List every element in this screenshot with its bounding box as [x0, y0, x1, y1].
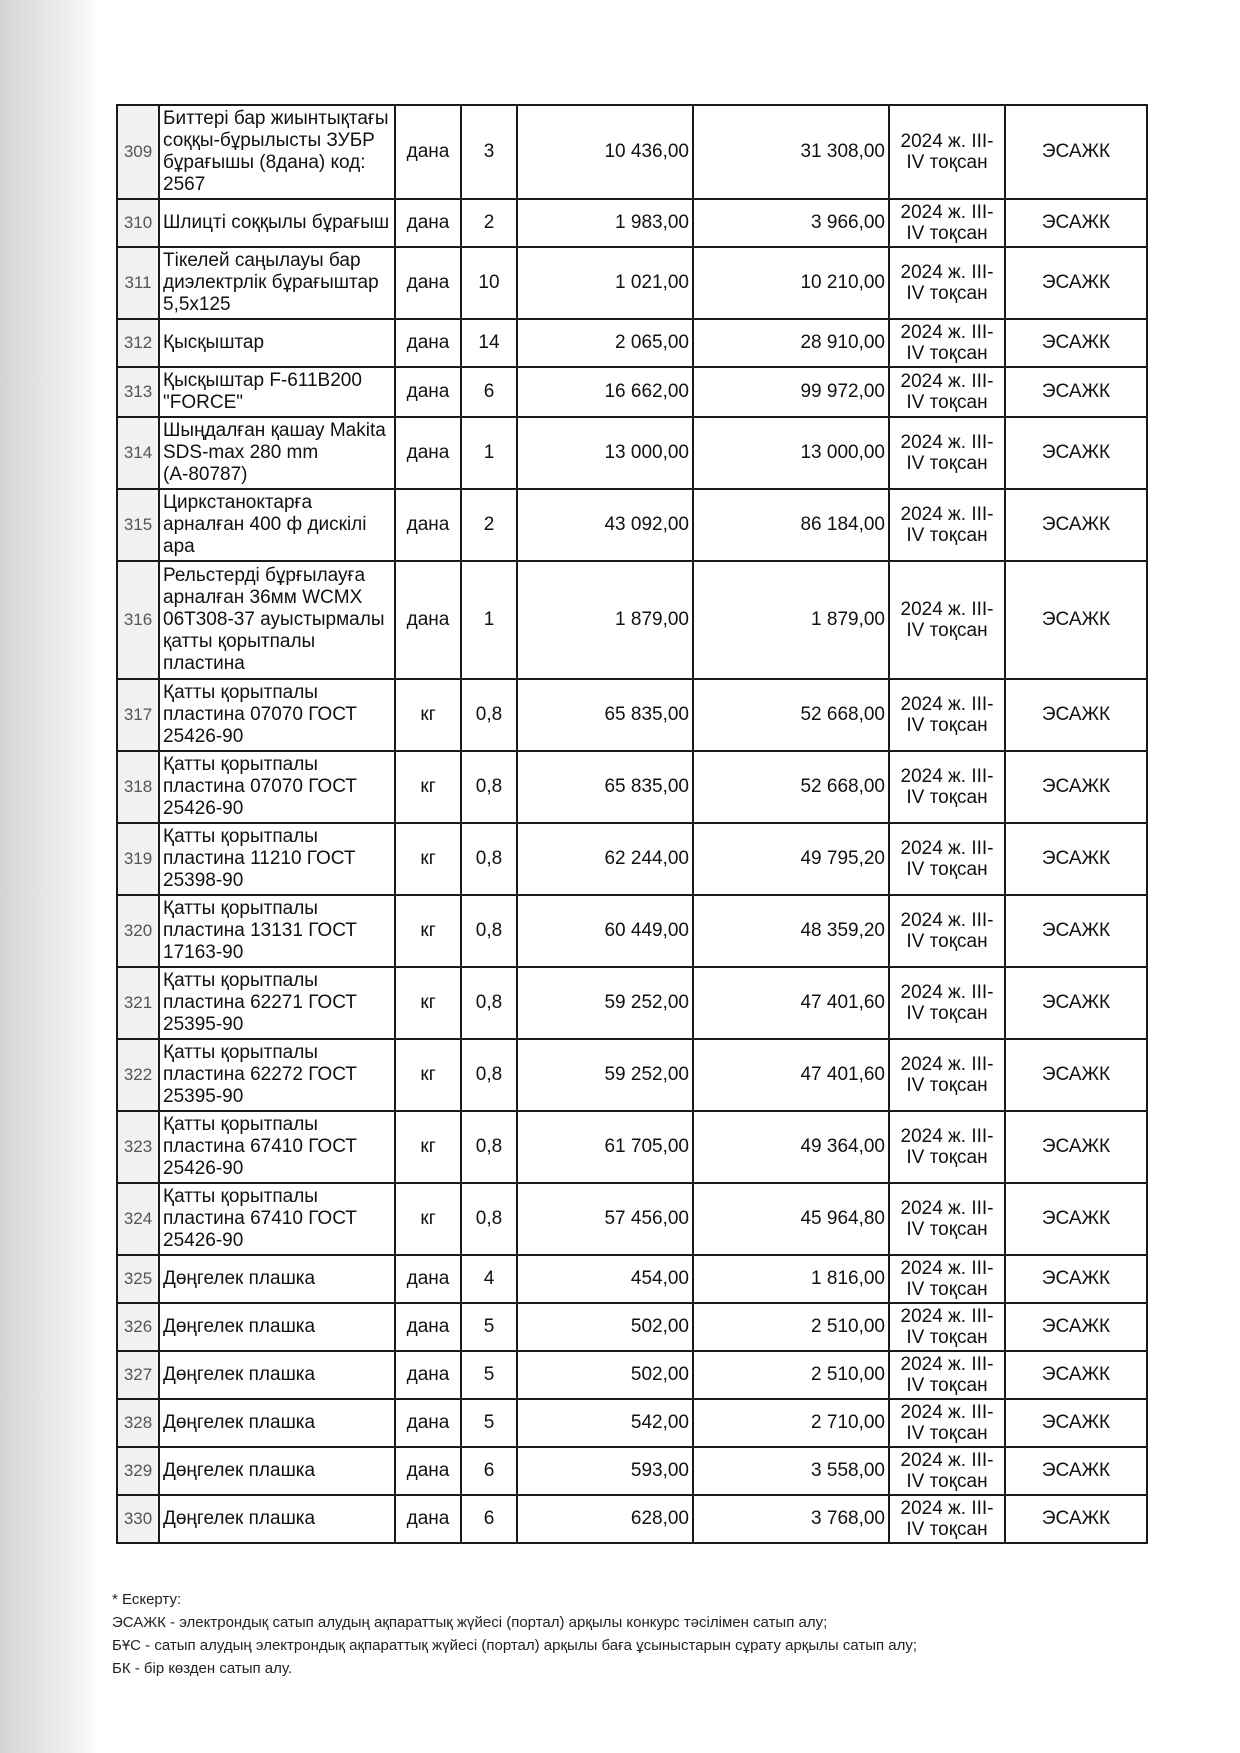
- total-amount-cell: 3 768,00: [693, 1495, 889, 1543]
- row-number: 320: [117, 895, 159, 967]
- unit-price-cell: 60 449,00: [517, 895, 693, 967]
- row-number: 321: [117, 967, 159, 1039]
- row-number: 327: [117, 1351, 159, 1399]
- quantity-cell: 0,8: [461, 823, 517, 895]
- delivery-term-cell: 2024 ж. III-IV тоқсан: [889, 1303, 1005, 1351]
- quantity-cell: 2: [461, 489, 517, 561]
- procurement-method-cell: ЭСАЖК: [1005, 751, 1147, 823]
- delivery-term-cell: 2024 ж. III-IV тоқсан: [889, 679, 1005, 751]
- table-row: [117, 1183, 1147, 1255]
- procurement-method-cell: ЭСАЖК: [1005, 1111, 1147, 1183]
- unit-cell: кг: [395, 679, 461, 751]
- item-name: Тікелей саңылауы бар диэлектрлік бұрағыштар 5,5х125: [159, 247, 395, 319]
- item-name: Шлицті соққылы бұрағыш: [159, 199, 395, 247]
- row-number: 323: [117, 1111, 159, 1183]
- table-row: [117, 895, 1147, 967]
- quantity-cell: 0,8: [461, 679, 517, 751]
- total-amount-cell: 48 359,20: [693, 895, 889, 967]
- total-amount-cell: 31 308,00: [693, 105, 889, 199]
- delivery-term-cell: 2024 ж. III-IV тоқсан: [889, 105, 1005, 199]
- item-name: Қатты қорытпалы пластина 62272 ГОСТ 25395-90: [159, 1039, 395, 1111]
- footnote-title: * Ескерту:: [112, 1591, 182, 1608]
- item-name: Қатты қорытпалы пластина 07070 ГОСТ 25426-90: [159, 679, 395, 751]
- total-amount-cell: 52 668,00: [693, 751, 889, 823]
- unit-price-cell: 62 244,00: [517, 823, 693, 895]
- total-amount-cell: 10 210,00: [693, 247, 889, 319]
- delivery-term-cell: 2024 ж. III-IV тоқсан: [889, 417, 1005, 489]
- unit-price-cell: 2 065,00: [517, 319, 693, 367]
- procurement-method-cell: ЭСАЖК: [1005, 417, 1147, 489]
- quantity-cell: 6: [461, 1447, 517, 1495]
- unit-cell: дана: [395, 199, 461, 247]
- table-row: [117, 417, 1147, 489]
- total-amount-cell: 28 910,00: [693, 319, 889, 367]
- delivery-term-cell: 2024 ж. III-IV тоқсан: [889, 1039, 1005, 1111]
- item-name: Қысқыштар: [159, 319, 395, 367]
- procurement-method-cell: ЭСАЖК: [1005, 1495, 1147, 1543]
- total-amount-cell: 2 510,00: [693, 1351, 889, 1399]
- delivery-term-cell: 2024 ж. III-IV тоқсан: [889, 1399, 1005, 1447]
- unit-price-cell: 13 000,00: [517, 417, 693, 489]
- unit-cell: кг: [395, 1039, 461, 1111]
- item-name: Қатты қорытпалы пластина 07070 ГОСТ 25426-90: [159, 751, 395, 823]
- quantity-cell: 6: [461, 367, 517, 417]
- row-number: 316: [117, 561, 159, 679]
- table-body: [117, 105, 1147, 1543]
- unit-price-cell: 57 456,00: [517, 1183, 693, 1255]
- table-row: [117, 247, 1147, 319]
- procurement-method-cell: ЭСАЖК: [1005, 105, 1147, 199]
- unit-cell: дана: [395, 247, 461, 319]
- procurement-method-cell: ЭСАЖК: [1005, 1447, 1147, 1495]
- quantity-cell: 0,8: [461, 967, 517, 1039]
- row-number: 311: [117, 247, 159, 319]
- unit-price-cell: 502,00: [517, 1351, 693, 1399]
- row-number: 319: [117, 823, 159, 895]
- unit-price-cell: 65 835,00: [517, 679, 693, 751]
- item-name: Дөңгелек плашка: [159, 1399, 395, 1447]
- quantity-cell: 1: [461, 561, 517, 679]
- row-number: 314: [117, 417, 159, 489]
- unit-price-cell: 16 662,00: [517, 367, 693, 417]
- scan-shadow: [0, 0, 96, 1753]
- quantity-cell: 0,8: [461, 751, 517, 823]
- unit-price-cell: 628,00: [517, 1495, 693, 1543]
- procurement-method-cell: ЭСАЖК: [1005, 489, 1147, 561]
- row-number: 326: [117, 1303, 159, 1351]
- quantity-cell: 10: [461, 247, 517, 319]
- item-name: Қатты қорытпалы пластина 67410 ГОСТ 25426-90: [159, 1111, 395, 1183]
- row-number: 317: [117, 679, 159, 751]
- total-amount-cell: 45 964,80: [693, 1183, 889, 1255]
- total-amount-cell: 1 816,00: [693, 1255, 889, 1303]
- total-amount-cell: 86 184,00: [693, 489, 889, 561]
- delivery-term-cell: 2024 ж. III-IV тоқсан: [889, 1447, 1005, 1495]
- row-number: 329: [117, 1447, 159, 1495]
- delivery-term-cell: 2024 ж. III-IV тоқсан: [889, 823, 1005, 895]
- table-row: [117, 1447, 1147, 1495]
- procurement-method-cell: ЭСАЖК: [1005, 561, 1147, 679]
- delivery-term-cell: 2024 ж. III-IV тоқсан: [889, 1351, 1005, 1399]
- delivery-term-cell: 2024 ж. III-IV тоқсан: [889, 1111, 1005, 1183]
- table-row: [117, 367, 1147, 417]
- delivery-term-cell: 2024 ж. III-IV тоқсан: [889, 1255, 1005, 1303]
- unit-price-cell: 59 252,00: [517, 967, 693, 1039]
- total-amount-cell: 49 364,00: [693, 1111, 889, 1183]
- unit-cell: кг: [395, 751, 461, 823]
- delivery-term-cell: 2024 ж. III-IV тоқсан: [889, 967, 1005, 1039]
- item-name: Биттері бар жиынтықтағы соққы-бұрылысты ЗУБР бұрағышы (8дана) код: 2567: [159, 105, 395, 199]
- unit-price-cell: 1 983,00: [517, 199, 693, 247]
- unit-price-cell: 502,00: [517, 1303, 693, 1351]
- item-name: Рельстерді бұрғылауға арналған 36мм WCMX 06T308-37 ауыстырмалы қатты қорытпалы пластина: [159, 561, 395, 679]
- table-row: [117, 489, 1147, 561]
- procurement-method-cell: ЭСАЖК: [1005, 823, 1147, 895]
- procurement-method-cell: ЭСАЖК: [1005, 1399, 1147, 1447]
- quantity-cell: 0,8: [461, 1039, 517, 1111]
- row-number: 315: [117, 489, 159, 561]
- delivery-term-cell: 2024 ж. III-IV тоқсан: [889, 561, 1005, 679]
- unit-cell: кг: [395, 895, 461, 967]
- table-row: [117, 823, 1147, 895]
- unit-price-cell: 59 252,00: [517, 1039, 693, 1111]
- table-row: [117, 1351, 1147, 1399]
- total-amount-cell: 47 401,60: [693, 1039, 889, 1111]
- unit-price-cell: 65 835,00: [517, 751, 693, 823]
- total-amount-cell: 2 510,00: [693, 1303, 889, 1351]
- item-name: Дөңгелек плашка: [159, 1495, 395, 1543]
- total-amount-cell: 47 401,60: [693, 967, 889, 1039]
- unit-cell: дана: [395, 367, 461, 417]
- procurement-table: [116, 104, 1148, 1544]
- row-number: 310: [117, 199, 159, 247]
- table-row: [117, 561, 1147, 679]
- footnote-line: БҰС - сатып алудың электрондық ақпараттық жүйесі (портал) арқылы баға ұсыныстарын сұрату арқылы сатып алу;: [112, 1637, 918, 1654]
- unit-cell: дана: [395, 489, 461, 561]
- delivery-term-cell: 2024 ж. III-IV тоқсан: [889, 1183, 1005, 1255]
- footnote: [112, 1588, 1152, 1680]
- quantity-cell: 5: [461, 1399, 517, 1447]
- quantity-cell: 4: [461, 1255, 517, 1303]
- row-number: 324: [117, 1183, 159, 1255]
- unit-cell: дана: [395, 105, 461, 199]
- item-name: Қатты қорытпалы пластина 13131 ГОСТ 17163-90: [159, 895, 395, 967]
- unit-cell: дана: [395, 561, 461, 679]
- table-row: [117, 751, 1147, 823]
- procurement-method-cell: ЭСАЖК: [1005, 199, 1147, 247]
- unit-cell: дана: [395, 1447, 461, 1495]
- unit-cell: кг: [395, 967, 461, 1039]
- document-page: [116, 104, 1146, 1544]
- quantity-cell: 1: [461, 417, 517, 489]
- unit-price-cell: 454,00: [517, 1255, 693, 1303]
- footnote-line: ЭСАЖК - электрондық сатып алудың ақпараттық жүйесі (портал) арқылы конкурс тәсілімен сатып алу;: [112, 1614, 828, 1631]
- unit-cell: дана: [395, 1495, 461, 1543]
- delivery-term-cell: 2024 ж. III-IV тоқсан: [889, 751, 1005, 823]
- quantity-cell: 0,8: [461, 1183, 517, 1255]
- unit-price-cell: 61 705,00: [517, 1111, 693, 1183]
- row-number: 325: [117, 1255, 159, 1303]
- item-name: Қатты қорытпалы пластина 11210 ГОСТ 25398-90: [159, 823, 395, 895]
- table-row: [117, 1399, 1147, 1447]
- table-row: [117, 319, 1147, 367]
- procurement-method-cell: ЭСАЖК: [1005, 1255, 1147, 1303]
- unit-cell: кг: [395, 1183, 461, 1255]
- delivery-term-cell: 2024 ж. III-IV тоқсан: [889, 319, 1005, 367]
- delivery-term-cell: 2024 ж. III-IV тоқсан: [889, 247, 1005, 319]
- item-name: Қатты қорытпалы пластина 62271 ГОСТ 25395-90: [159, 967, 395, 1039]
- unit-price-cell: 542,00: [517, 1399, 693, 1447]
- procurement-method-cell: ЭСАЖК: [1005, 967, 1147, 1039]
- quantity-cell: 2: [461, 199, 517, 247]
- item-name: Шыңдалған қашау Makita SDS-max 280 mm (А-80787): [159, 417, 395, 489]
- total-amount-cell: 3 558,00: [693, 1447, 889, 1495]
- unit-price-cell: 43 092,00: [517, 489, 693, 561]
- total-amount-cell: 49 795,20: [693, 823, 889, 895]
- unit-cell: дана: [395, 417, 461, 489]
- unit-price-cell: 10 436,00: [517, 105, 693, 199]
- total-amount-cell: 3 966,00: [693, 199, 889, 247]
- quantity-cell: 0,8: [461, 1111, 517, 1183]
- delivery-term-cell: 2024 ж. III-IV тоқсан: [889, 199, 1005, 247]
- total-amount-cell: 2 710,00: [693, 1399, 889, 1447]
- quantity-cell: 5: [461, 1303, 517, 1351]
- total-amount-cell: 13 000,00: [693, 417, 889, 489]
- row-number: 328: [117, 1399, 159, 1447]
- procurement-method-cell: ЭСАЖК: [1005, 367, 1147, 417]
- table-row: [117, 679, 1147, 751]
- table-row: [117, 967, 1147, 1039]
- row-number: 318: [117, 751, 159, 823]
- delivery-term-cell: 2024 ж. III-IV тоқсан: [889, 367, 1005, 417]
- item-name: Дөңгелек плашка: [159, 1351, 395, 1399]
- table-row: [117, 105, 1147, 199]
- unit-cell: дана: [395, 1351, 461, 1399]
- table-row: [117, 1255, 1147, 1303]
- unit-cell: кг: [395, 1111, 461, 1183]
- quantity-cell: 3: [461, 105, 517, 199]
- procurement-method-cell: ЭСАЖК: [1005, 1183, 1147, 1255]
- delivery-term-cell: 2024 ж. III-IV тоқсан: [889, 489, 1005, 561]
- item-name: Дөңгелек плашка: [159, 1255, 395, 1303]
- item-name: Циркстаноктарға арналған 400 ф дискілі ара: [159, 489, 395, 561]
- row-number: 322: [117, 1039, 159, 1111]
- procurement-method-cell: ЭСАЖК: [1005, 319, 1147, 367]
- footnote-line: БК - бір көзден сатып алу.: [112, 1660, 293, 1677]
- unit-cell: дана: [395, 319, 461, 367]
- total-amount-cell: 99 972,00: [693, 367, 889, 417]
- delivery-term-cell: 2024 ж. III-IV тоқсан: [889, 1495, 1005, 1543]
- total-amount-cell: 1 879,00: [693, 561, 889, 679]
- row-number: 312: [117, 319, 159, 367]
- unit-price-cell: 1 021,00: [517, 247, 693, 319]
- quantity-cell: 14: [461, 319, 517, 367]
- procurement-method-cell: ЭСАЖК: [1005, 247, 1147, 319]
- unit-cell: кг: [395, 823, 461, 895]
- procurement-method-cell: ЭСАЖК: [1005, 679, 1147, 751]
- table-row: [117, 199, 1147, 247]
- table-row: [117, 1039, 1147, 1111]
- table-row: [117, 1303, 1147, 1351]
- procurement-method-cell: ЭСАЖК: [1005, 1351, 1147, 1399]
- unit-price-cell: 593,00: [517, 1447, 693, 1495]
- procurement-method-cell: ЭСАЖК: [1005, 1303, 1147, 1351]
- delivery-term-cell: 2024 ж. III-IV тоқсан: [889, 895, 1005, 967]
- unit-cell: дана: [395, 1303, 461, 1351]
- item-name: Қысқыштар F-611В200 "FORCE": [159, 367, 395, 417]
- row-number: 313: [117, 367, 159, 417]
- row-number: 330: [117, 1495, 159, 1543]
- quantity-cell: 6: [461, 1495, 517, 1543]
- item-name: Дөңгелек плашка: [159, 1447, 395, 1495]
- quantity-cell: 5: [461, 1351, 517, 1399]
- procurement-method-cell: ЭСАЖК: [1005, 1039, 1147, 1111]
- table-row: [117, 1495, 1147, 1543]
- table-row: [117, 1111, 1147, 1183]
- total-amount-cell: 52 668,00: [693, 679, 889, 751]
- row-number: 309: [117, 105, 159, 199]
- unit-cell: дана: [395, 1399, 461, 1447]
- quantity-cell: 0,8: [461, 895, 517, 967]
- item-name: Қатты қорытпалы пластина 67410 ГОСТ 25426-90: [159, 1183, 395, 1255]
- unit-cell: дана: [395, 1255, 461, 1303]
- procurement-method-cell: ЭСАЖК: [1005, 895, 1147, 967]
- item-name: Дөңгелек плашка: [159, 1303, 395, 1351]
- unit-price-cell: 1 879,00: [517, 561, 693, 679]
